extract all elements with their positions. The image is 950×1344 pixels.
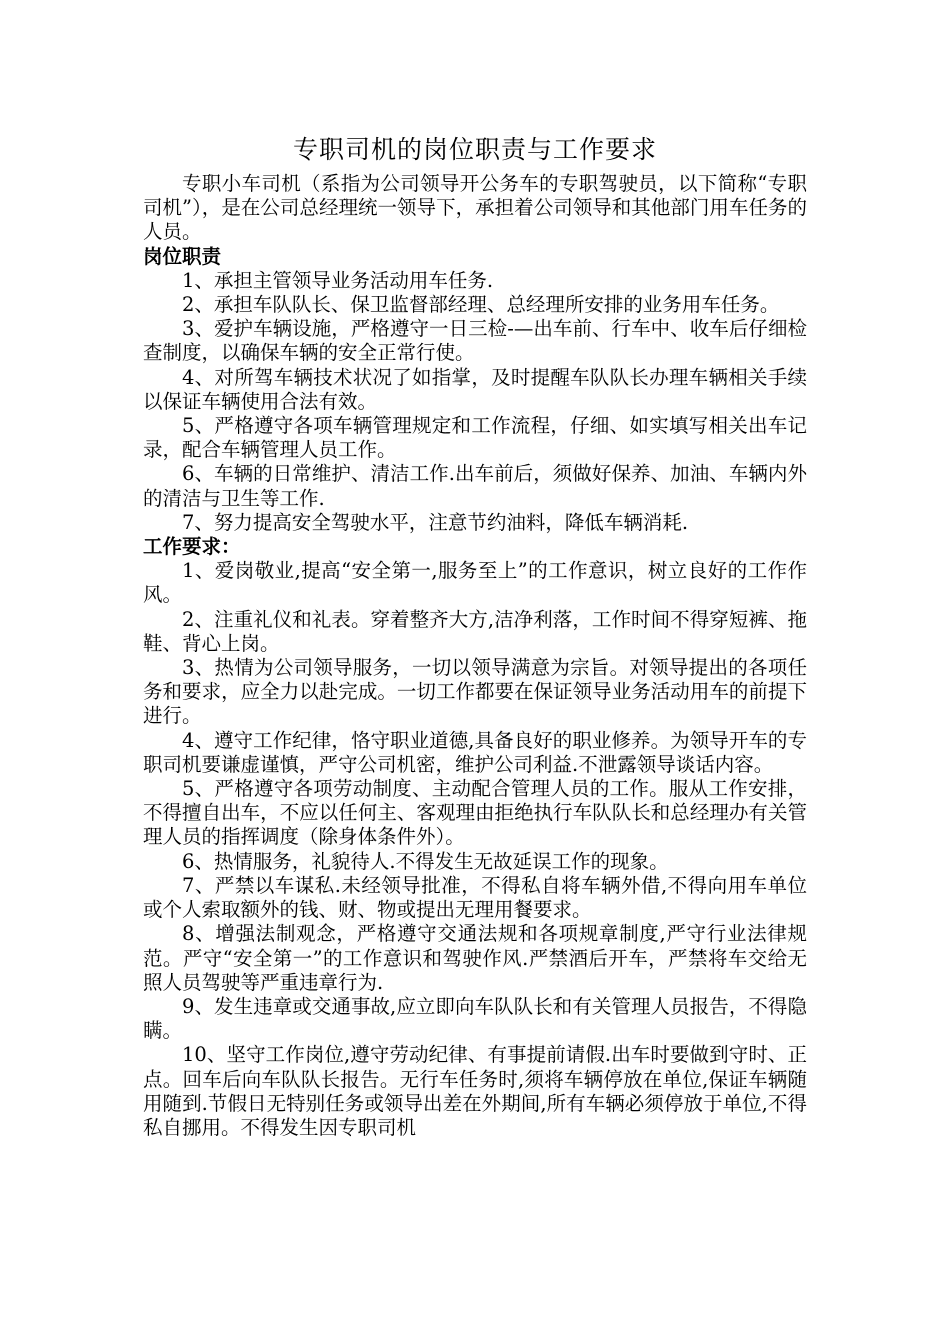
requirement-item: 4、遵守工作纪律，恪守职业道德,具备良好的职业修养。为领导开车的专职司机要谦虚谨慎，严守公司机密，维护公司利益.不泄露领导谈话内容。 <box>143 728 807 776</box>
requirement-item: 5、严格遵守各项劳动制度、主动配合管理人员的工作。服从工作安排，不得擅自出车，不应以任何主、客观理由拒绝执行车队队长和总经理办有关管理人员的指挥调度（除身体条件外）。 <box>143 777 807 849</box>
requirements-heading: 工作要求： <box>143 535 241 559</box>
requirement-item: 9、发生违章或交通事故,应立即向车队队长和有关管理人员报告，不得隐瞒。 <box>143 994 807 1043</box>
requirement-item: 2、注重礼仪和礼表。穿着整齐大方,洁净利落，工作时间不得穿短裤、拖鞋、背心上岗。 <box>143 607 807 655</box>
document-title: 专职司机的岗位职责与工作要求 <box>292 135 657 164</box>
requirement-item: 7、严禁以车谋私.未经领导批准，不得私自将车辆外借,不得向用车单位或个人索取额外的钱、财、物或提出无理用餐要求。 <box>143 873 807 922</box>
intro-paragraph: 专职小车司机（系指为公司领导开公务车的专职驾驶员，以下简称“专职司机”），是在公司总经理统一领导下，承担着公司领导和其他部门用车任务的人员。 <box>143 172 807 244</box>
duty-item: 1、承担主管领导业务活动用车任务. <box>182 268 494 292</box>
duty-item: 2、承担车队队长、保卫监督部经理、总经理所安排的业务用车任务。 <box>182 293 780 317</box>
requirement-item: 3、热情为公司领导服务，一切以领导满意为宗旨。对领导提出的各项任务和要求，应全力以赴完成。一切工作都要在保证领导业务活动用车的前提下进行。 <box>143 656 807 728</box>
duty-item: 6、车辆的日常维护、清洁工作.出车前后，须做好保养、加油、车辆内外的清洁与卫生等工作. <box>143 462 807 510</box>
requirement-item: 1、爱岗敬业,提高“安全第一,服务至上”的工作意识，树立良好的工作作风。 <box>143 559 807 607</box>
document-body <box>143 128 807 1140</box>
requirement-item: 6、热情服务，礼貌待人.不得发生无故延误工作的现象。 <box>182 849 669 873</box>
requirement-item: 8、增强法制观念，严格遵守交通法规和各项规章制度,严守行业法律规范。严守“安全第一”的工作意识和驾驶作风.严禁酒后开车，严禁将车交给无照人员驾驶等严重违章行为. <box>143 922 807 994</box>
requirement-item: 10、坚守工作岗位,遵守劳动纪律、有事提前请假.出车时要做到守时、正点。回车后向车队队长报告。无行车任务时,须将车辆停放在单位,保证车辆随用随到.节假日无特别任务或领导出差在外期间,所有车辆必须停放于单位,不得私自挪用。不得发生因专职司机 <box>143 1043 807 1139</box>
duty-item: 7、努力提高安全驾驶水平，注意节约油料，降低车辆消耗. <box>182 510 689 534</box>
duty-item: 4、对所驾车辆技术状况了如指掌，及时提醒车队队长办理车辆相关手续以保证车辆使用合法有效。 <box>143 365 807 413</box>
duty-item: 3、爱护车辆设施，严格遵守一日三检-—出车前、行车中、收车后仔细检查制度，以确保车辆的安全正常行使。 <box>143 317 807 365</box>
duties-heading: 岗位职责 <box>143 244 222 268</box>
duty-item: 5、严格遵守各项车辆管理规定和工作流程，仔细、如实填写相关出车记录，配合车辆管理人员工作。 <box>143 414 807 462</box>
